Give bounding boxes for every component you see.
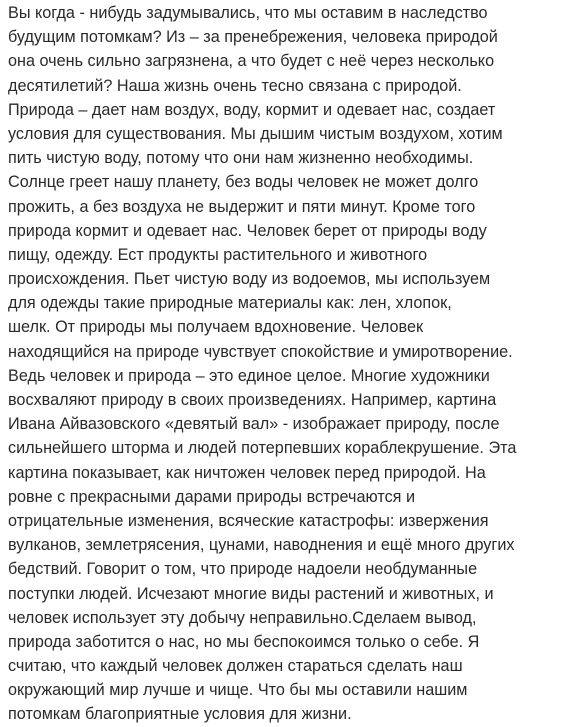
text-line: поступки людей. Исчезают многие виды растений и животных, и bbox=[8, 584, 494, 603]
text-line: потомкам благоприятные условия для жизни. bbox=[8, 705, 352, 724]
text-line: будущим потомкам? Из – за пренебрежения, человека природой bbox=[8, 28, 498, 47]
text-line: она очень сильно загрязнена, а что будет с неё через несколько bbox=[8, 52, 495, 71]
text-line: сильнейшего шторма и людей потерпевших кораблекрушение. Эта bbox=[8, 439, 517, 458]
text-line: ровне с прекрасными дарами природы встречаются и bbox=[8, 487, 416, 506]
text-line: Природа – дает нам воздух, воду, кормит и одевает нас, создает bbox=[8, 100, 496, 119]
text-line: восхваляют природу в своих произведениях. Например, картина bbox=[8, 391, 497, 409]
text-line: шелк. От природы мы получаем вдохновение. Человек bbox=[8, 318, 424, 337]
text-line: прожить, а без воздуха не выдержит и пяти минут. Кроме того bbox=[8, 197, 476, 216]
text-line: человек использует эту добычу неправильно.Сделаем вывод, bbox=[8, 608, 477, 627]
text-line: отрицательные изменения, всяческие катастрофы: извержения bbox=[8, 511, 489, 530]
text-line: пить чистую воду, потому что они нам жизненно необходимы. bbox=[8, 149, 474, 168]
text-line: бедствий. Говорит о том, что природе надоели необдуманные bbox=[8, 560, 478, 579]
text-line: считаю, что каждый человек должен стараться сделать наш bbox=[8, 657, 463, 676]
text-line: окружающий мир лучше и чище. Что бы мы оставили нашим bbox=[8, 681, 468, 700]
text-line: условия для существования. Мы дышим чистым воздухом, хотим bbox=[8, 124, 503, 143]
text-line: вулканов, землетрясения, цунами, наводнения и ещё много других bbox=[8, 536, 515, 555]
text-line: Вы когда - нибудь задумывались, что мы оставим в наследство bbox=[8, 4, 488, 22]
text-line: природа кормит и одевает нас. Человек берет от природы воду bbox=[8, 221, 487, 240]
text-line: для одежды такие природные материалы как: лен, хлопок, bbox=[8, 294, 452, 313]
text-line: природа заботится о нас, но мы беспокоимся только о себе. Я bbox=[8, 632, 480, 651]
text-line: Ведь человек и природа – это единое целое. Многие художники bbox=[8, 366, 490, 385]
text-line: десятилетий? Наша жизнь очень тесно связана с природой. bbox=[8, 76, 462, 95]
text-line: происхождения. Пьет чистую воду из водоемов, мы используем bbox=[8, 270, 491, 289]
text-line: находящийся на природе чувствует спокойствие и умиротворение. bbox=[8, 342, 513, 361]
text-line: пищу, одежду. Ест продукты растительного и животного bbox=[8, 245, 428, 264]
text-line: Солнце греет нашу планету, без воды человек не может долго bbox=[8, 173, 479, 192]
text-line: Ивана Айвазовского «девятый вал» - изображает природу, после bbox=[8, 415, 500, 434]
text-line: картина показывает, как ничтожен человек перед природой. На bbox=[8, 463, 486, 482]
